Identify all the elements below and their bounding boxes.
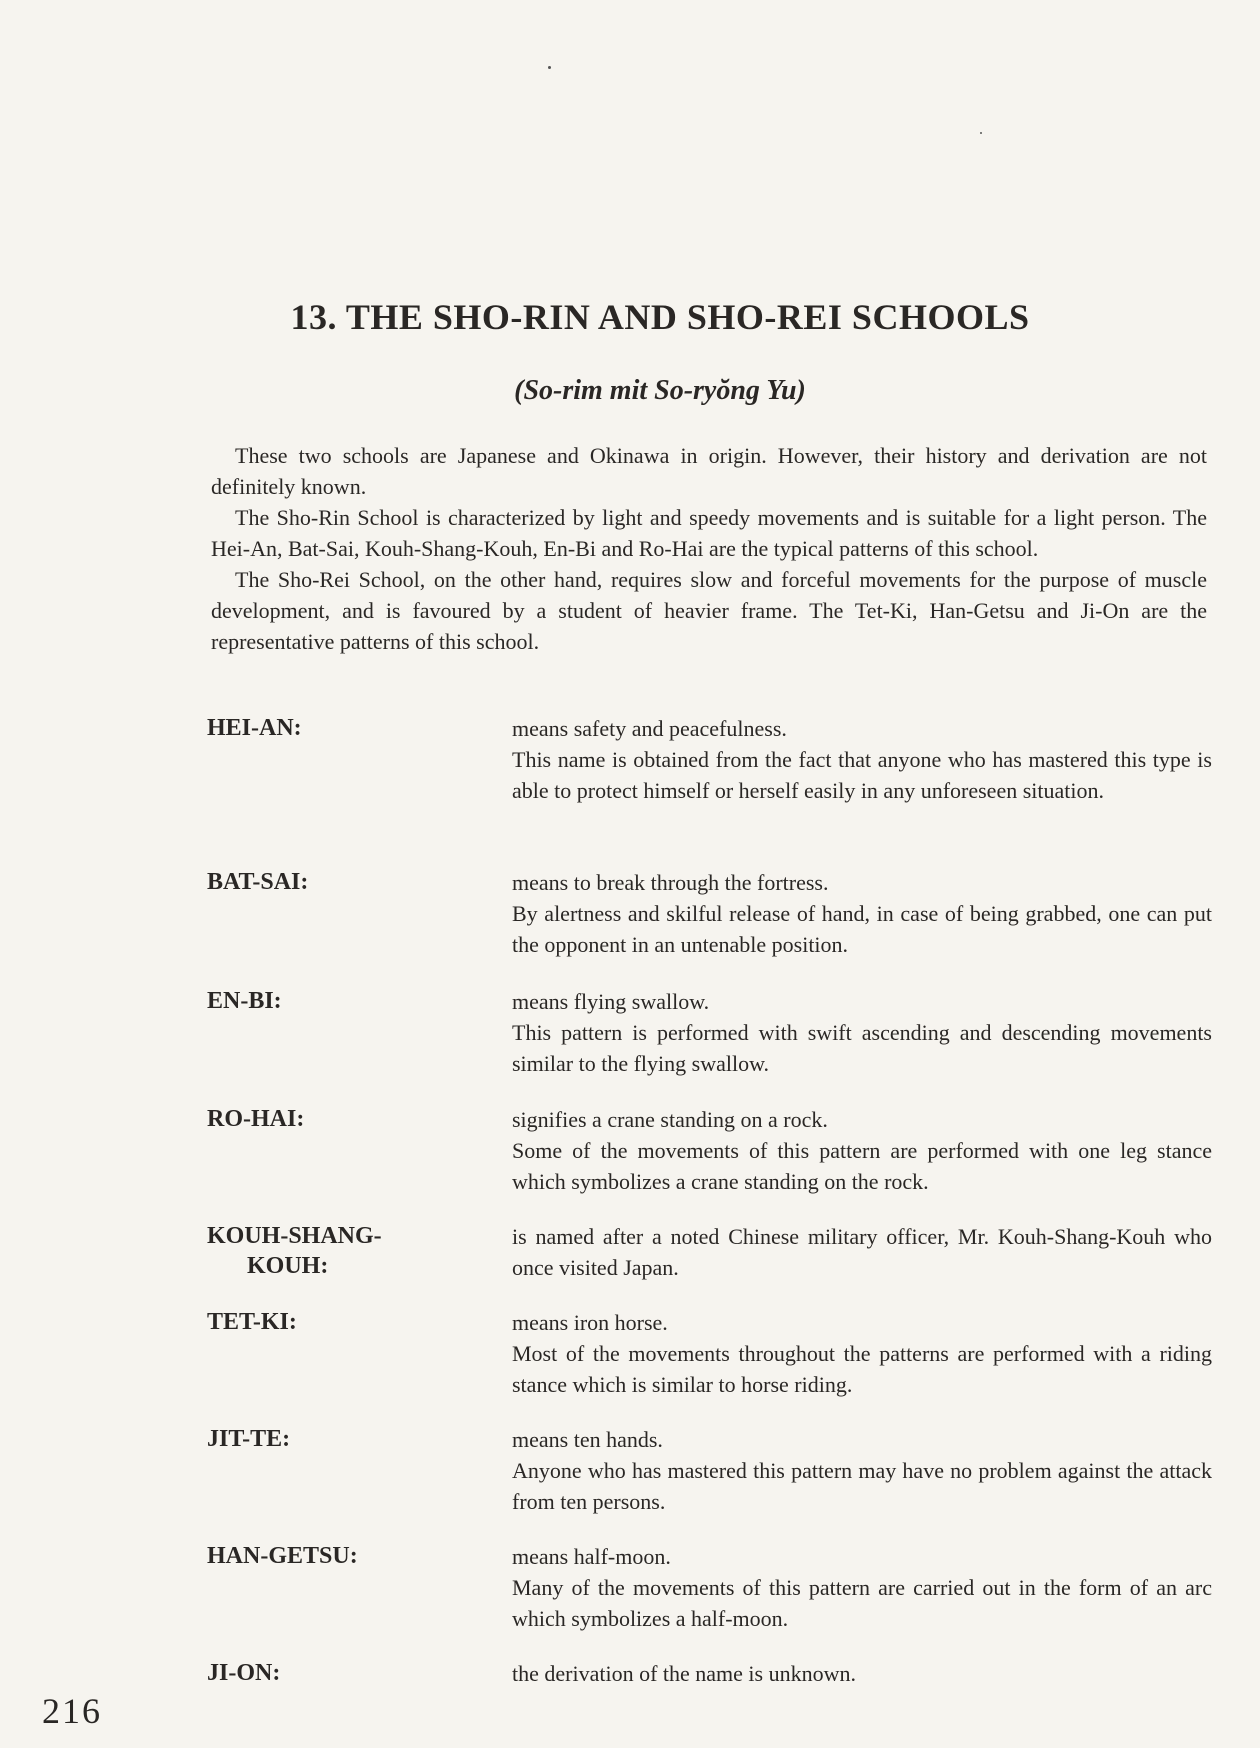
paper-speck — [980, 132, 982, 134]
pattern-detail: By alertness and skilful release of hand, in case of being grabbed, one can put the opponent in an untenable position. — [512, 901, 1212, 957]
pattern-meaning: means ten hands. — [512, 1427, 663, 1452]
pattern-definition — [512, 1424, 1212, 1517]
pattern-term-label: KOUH-SHANG- — [207, 1223, 382, 1249]
pattern-detail: This name is obtained from the fact that anyone who has mastered this type is able to protect himself or herself easily in any unforeseen situation. — [512, 747, 1212, 803]
pattern-term — [207, 1307, 497, 1337]
pattern-meaning: signifies a crane standing on a rock. — [512, 1107, 828, 1132]
chapter-title: 13. THE SHO-RIN AND SHO-REI SCHOOLS — [290, 297, 1030, 337]
pattern-detail: Some of the movements of this pattern are performed with one leg stance which symbolizes a crane standing on the rock. — [512, 1138, 1212, 1194]
pattern-term-label: JIT-TE: — [207, 1426, 291, 1452]
pattern-term-label: HAN-GETSU: — [207, 1543, 358, 1569]
pattern-term-label: EN-BI: — [207, 988, 282, 1014]
pattern-detail: Many of the movements of this pattern are carried out in the form of an arc which symbolizes a half-moon. — [512, 1575, 1212, 1631]
pattern-term — [207, 1658, 497, 1688]
pattern-term — [207, 1541, 497, 1571]
pattern-term-continuation: KOUH: — [247, 1253, 329, 1279]
pattern-definition — [512, 713, 1212, 806]
pattern-definition — [512, 1541, 1212, 1634]
pattern-definition — [512, 986, 1212, 1079]
pattern-term — [207, 713, 497, 743]
pattern-definition — [512, 1221, 1212, 1283]
intro-paragraph: These two schools are Japanese and Okinawa in origin. However, their history and derivation are not definitely known. — [211, 443, 1207, 499]
pattern-term — [207, 986, 497, 1016]
page-number: 216 — [42, 1691, 102, 1731]
pattern-term — [207, 1221, 497, 1281]
intro-paragraph: The Sho-Rin School is characterized by light and speedy movements and is suitable for a light person. The Hei-An, Bat-Sai, Kouh-Shang-Kouh, En-Bi and Ro-Hai are the typical patterns of this school. — [211, 505, 1207, 561]
pattern-term — [207, 1104, 497, 1134]
pattern-meaning: means safety and peacefulness. — [512, 716, 787, 741]
pattern-meaning: the derivation of the name is unknown. — [512, 1661, 856, 1686]
pattern-detail: Most of the movements throughout the patterns are performed with a riding stance which is similar to horse riding. — [512, 1341, 1212, 1397]
pattern-meaning: is named after a noted Chinese military officer, Mr. Kouh-Shang-Kouh who once visited Japan. — [512, 1224, 1212, 1280]
pattern-definition — [512, 1104, 1212, 1197]
pattern-meaning: means half-moon. — [512, 1544, 671, 1569]
paper-speck — [548, 66, 551, 69]
pattern-meaning: means to break through the fortress. — [512, 870, 829, 895]
pattern-detail: This pattern is performed with swift ascending and descending movements similar to the flying swallow. — [512, 1020, 1212, 1076]
pattern-meaning: means flying swallow. — [512, 989, 710, 1014]
pattern-detail: Anyone who has mastered this pattern may have no problem against the attack from ten persons. — [512, 1458, 1212, 1514]
pattern-definition — [512, 1658, 1212, 1689]
pattern-definition — [512, 867, 1212, 960]
pattern-term-label: JI-ON: — [207, 1660, 281, 1686]
pattern-term-label: BAT-SAI: — [207, 869, 309, 895]
pattern-term-label: TET-KI: — [207, 1309, 297, 1335]
intro-text — [211, 440, 1207, 657]
pattern-term — [207, 867, 497, 897]
pattern-meaning: means iron horse. — [512, 1310, 668, 1335]
chapter-subtitle: (So-rim mit So-ryŏng Yu) — [514, 375, 806, 406]
intro-paragraph: The Sho-Rei School, on the other hand, requires slow and forceful movements for the purpose of muscle development, and is favoured by a student of heavier frame. The Tet-Ki, Han-Getsu and Ji-On are the representative patterns of this school. — [211, 567, 1207, 654]
pattern-definition — [512, 1307, 1212, 1400]
pattern-term-label: HEI-AN: — [207, 715, 302, 741]
pattern-term-label: RO-HAI: — [207, 1106, 305, 1132]
pattern-term — [207, 1424, 497, 1454]
